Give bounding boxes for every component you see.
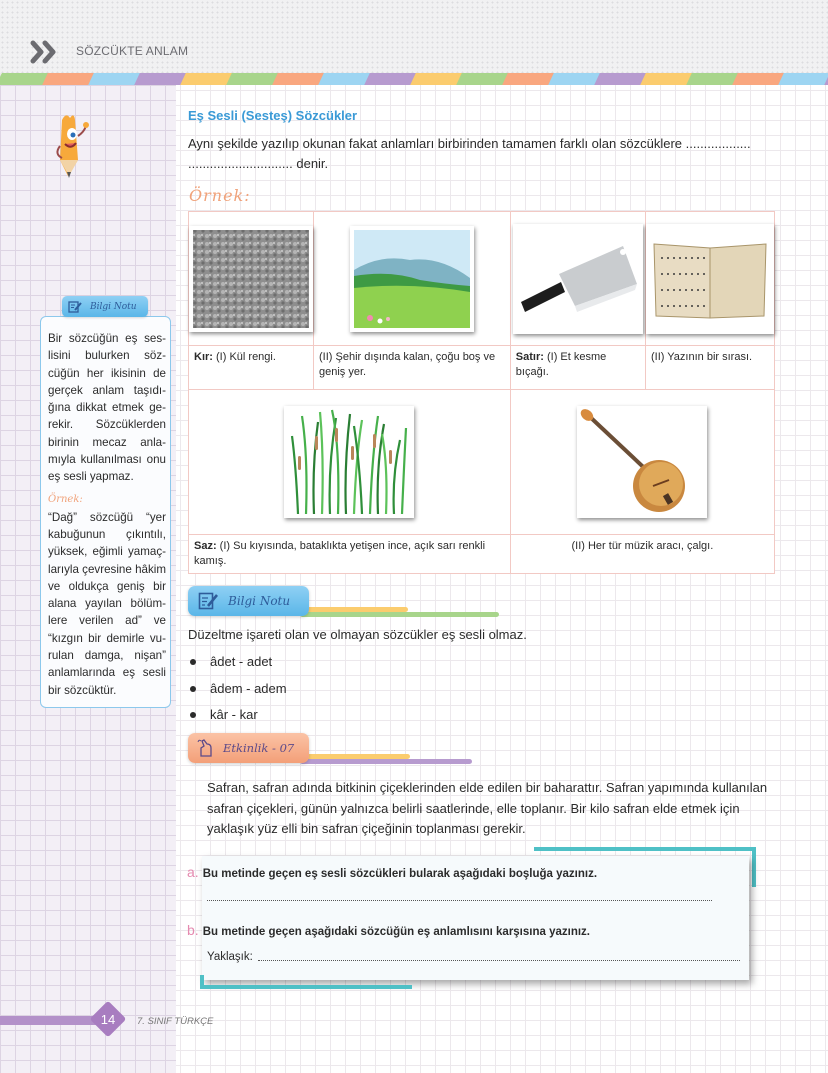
bullet-icon (190, 686, 196, 692)
question-b: b. Bu metinde geçen aşağıdaki sözcüğün eş anlamlısını karşısına yazınız. (187, 922, 590, 938)
meaning-cell (189, 346, 314, 390)
page-number: 14 (100, 1012, 116, 1027)
side-example-text: “Dağ” sözcüğü “yer kabuğunun çıkıntılı, yüksek, eğimli yamaçlarıyla çevresine hâkim ve oldukça geniş bir alana yayılan bölümlere verilen ad” ve “kızgın bir demirle vurulan damga, nişan” anlamlarında eş sesli bir sözcüktür. (48, 510, 166, 697)
double-chevron-right-icon (30, 40, 60, 64)
info-note-badge-label: Bilgi Notu (228, 594, 291, 608)
list-item: âdet - adet (188, 654, 287, 681)
page-header (0, 0, 828, 73)
footer-bar (0, 1016, 100, 1025)
meaning-cell (645, 346, 774, 390)
meaning-text: (II) Yazının bir sırası. (650, 351, 753, 363)
image-cell (510, 390, 774, 535)
side-note-badge (62, 296, 148, 317)
meadow-image (350, 226, 474, 332)
answer-b-prompt: Yaklaşık: (207, 951, 253, 963)
ash-texture-image (189, 226, 313, 332)
section-intro: Aynı şekilde yazılıp okunan fakat anlamları birbirinden tamamen farklı olan sözcüklere .................. ............................. denir. (188, 136, 751, 171)
image-cell (189, 390, 511, 535)
reeds-image (284, 406, 414, 518)
bullet-icon (190, 712, 196, 718)
image-cell (645, 212, 774, 346)
meaning-text: (I) Et kesme bıçağı. (515, 351, 607, 378)
book-image (646, 224, 774, 334)
meaning-text: (II) Her tür müzik aracı, çalgı. (571, 540, 714, 552)
decor-line (200, 975, 204, 989)
meaning-cell (189, 535, 511, 574)
word-label: Satır: (515, 351, 544, 363)
pencil-mascot-icon (48, 112, 94, 184)
info-note-badge (188, 586, 309, 616)
word-label: Saz: (194, 540, 217, 552)
question-a: a. Bu metinde geçen eş sesli sözcükleri bularak aşağıdaki boşluğa yazınız. (187, 864, 598, 880)
meaning-text: (I) Su kıyısında, bataklıkta yetişen ince, açık sarı renkli kamış. (194, 540, 486, 567)
section-title: Eş Sesli (Sesteş) Sözcükler (188, 108, 358, 123)
word-label: Kır: (194, 351, 213, 363)
side-note-text: Bir sözcüğün eş seslisini bulurken sözcüğün her ikisinin de gerçek anlam taşıdığına dikkat etmek gerekir. Sözcüklerden birinin mecaz anlamıyla kullanılması onu eş sesli yapmaz. (48, 332, 166, 484)
book-title: 7. SINIF TÜRKÇE (137, 1016, 214, 1027)
meaning-cell (510, 346, 645, 390)
decor-line (300, 612, 499, 617)
image-cell (314, 212, 511, 346)
side-note-badge-label: Bilgi Notu (90, 301, 137, 312)
pencil-note-icon (198, 592, 218, 610)
example-label: Örnek: (189, 186, 251, 205)
activity-badge-label: Etkinlik - 07 (223, 741, 295, 755)
side-info-note (40, 316, 171, 708)
image-cell (510, 212, 645, 346)
decor-line (534, 847, 756, 851)
decor-line (752, 847, 756, 887)
list-item: kâr - kar (188, 707, 287, 734)
hand-writing-icon (197, 738, 215, 758)
meaning-cell (510, 535, 774, 574)
activity-paragraph: Safran, safran adında bitkinin çiçeklerinden elde edilen bir baharattır. Safran yapımında kullanılan safran çiçekleri, günün yalnızca belirli saatlerinde, elle toplanır. Bir kilo safran elde etmek için yaklaşık yüz elli bin safran çiçeğinin toplanması gerekir. (207, 780, 768, 836)
pencil-note-icon (68, 301, 82, 313)
cleaver-image (513, 224, 643, 334)
decor-line (200, 985, 412, 989)
answer-b-field[interactable] (258, 960, 740, 961)
saz-instrument-image (577, 406, 707, 518)
chapter-title: SÖZCÜKTE ANLAM (76, 44, 189, 58)
meaning-cell (314, 346, 511, 390)
side-example-label: Örnek: (48, 493, 83, 505)
meaning-text: (I) Kül rengi. (212, 351, 276, 363)
examples-table (188, 211, 775, 574)
color-stripe (0, 73, 828, 85)
list-item: âdem - adem (188, 681, 287, 708)
meaning-text: (II) Şehir dışında kalan, çoğu boş ve geniş yer. (319, 351, 496, 378)
info-note-text: Düzeltme işareti olan ve olmayan sözcükler eş sesli olmaz. (188, 627, 527, 642)
info-note-list (188, 654, 287, 734)
image-cell (189, 212, 314, 346)
decor-line (300, 759, 472, 764)
answer-a-field[interactable] (207, 900, 712, 901)
activity-badge (188, 733, 309, 763)
bullet-icon (190, 659, 196, 665)
